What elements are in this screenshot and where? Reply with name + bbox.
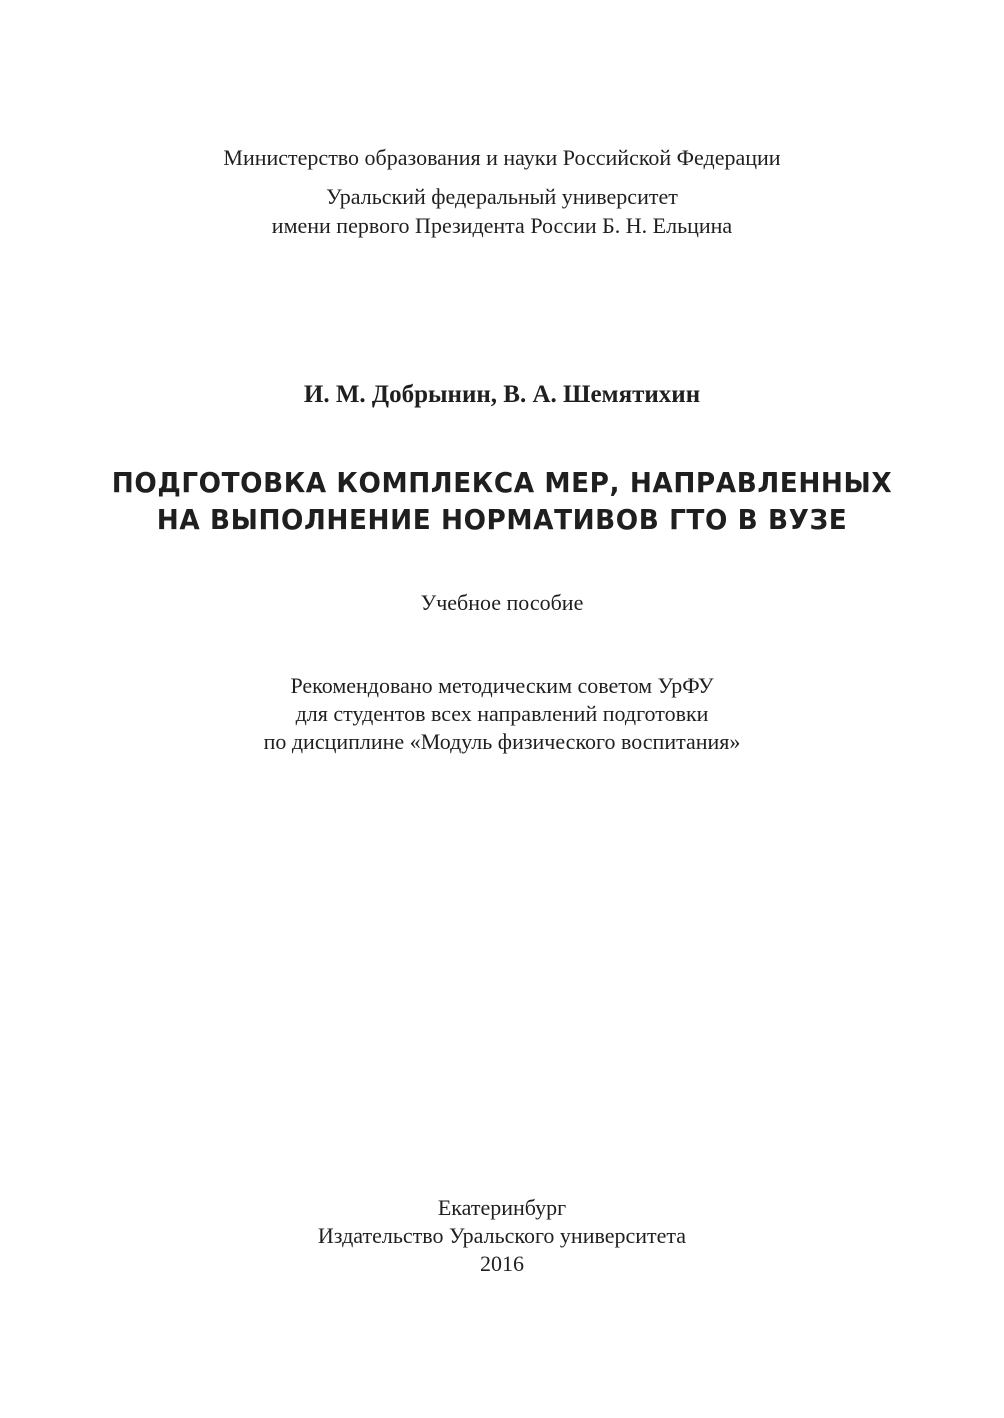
recommendation-line1: Рекомендовано методическим советом УрФУ [290,673,714,698]
document-type: Учебное пособие [420,590,584,615]
book-title-line1: ПОДГОТОВКА КОМПЛЕКСА МЕР, НАПРАВЛЕННЫХ [111,466,893,499]
imprint-city: Екатеринбург [437,1195,567,1220]
authors: И. М. Добрынин, В. А. Шемятихин [303,381,701,408]
book-title-line2: НА ВЫПОЛНЕНИЕ НОРМАТИВОВ ГТО В ВУЗЕ [156,503,848,536]
recommendation-line3: по дисциплине «Модуль физического воспитания» [263,729,741,754]
imprint-year: 2016 [480,1251,524,1276]
imprint-publisher: Издательство Уральского университета [317,1223,687,1248]
university-name-line2: имени первого Президента России Б. Н. Ельцина [271,213,733,238]
recommendation-line2: для студентов всех направлений подготовки [295,701,709,726]
ministry-line: Министерство образования и науки Российской Федерации [223,145,781,170]
university-name-line1: Уральский федеральный университет [326,184,678,209]
